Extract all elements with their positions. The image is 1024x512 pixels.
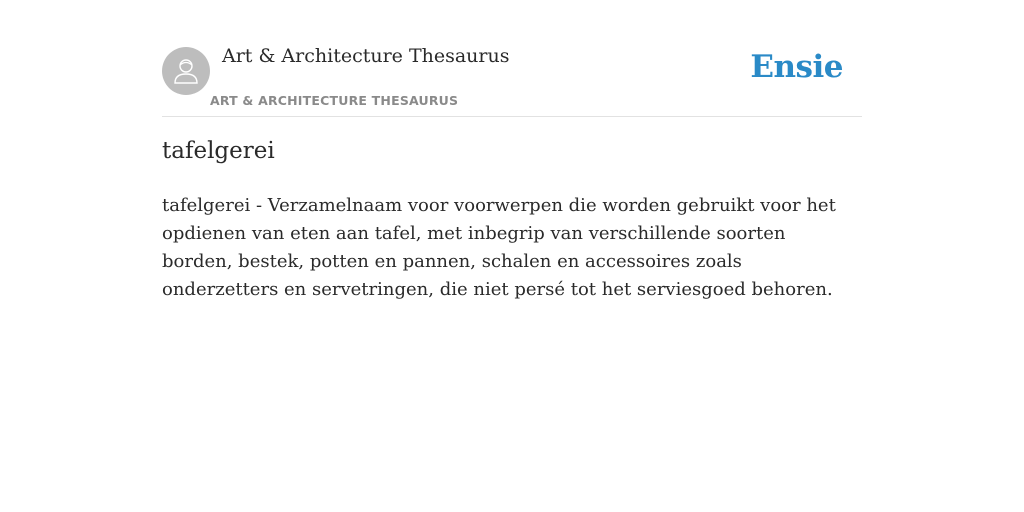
user-outline-icon: [171, 56, 201, 86]
author-name[interactable]: Art & Architecture Thesaurus: [222, 45, 510, 67]
entry-title: tafelgerei: [162, 138, 275, 164]
header: [162, 0, 862, 117]
avatar[interactable]: [162, 47, 210, 95]
author-subtitle[interactable]: ART & ARCHITECTURE THESAURUS: [210, 93, 459, 108]
entry-definition: tafelgerei - Verzamelnaam voor voorwerpen die worden gebruikt voor het opdienen van eten aan tafel, met inbegrip van verschillende soorten borden, bestek, potten en pannen, schalen en accessoires zoals onderzetters en servetringen, die niet persé tot het serviesgoed behoren.: [162, 195, 836, 300]
ensie-logo[interactable]: Ensie: [750, 49, 843, 85]
